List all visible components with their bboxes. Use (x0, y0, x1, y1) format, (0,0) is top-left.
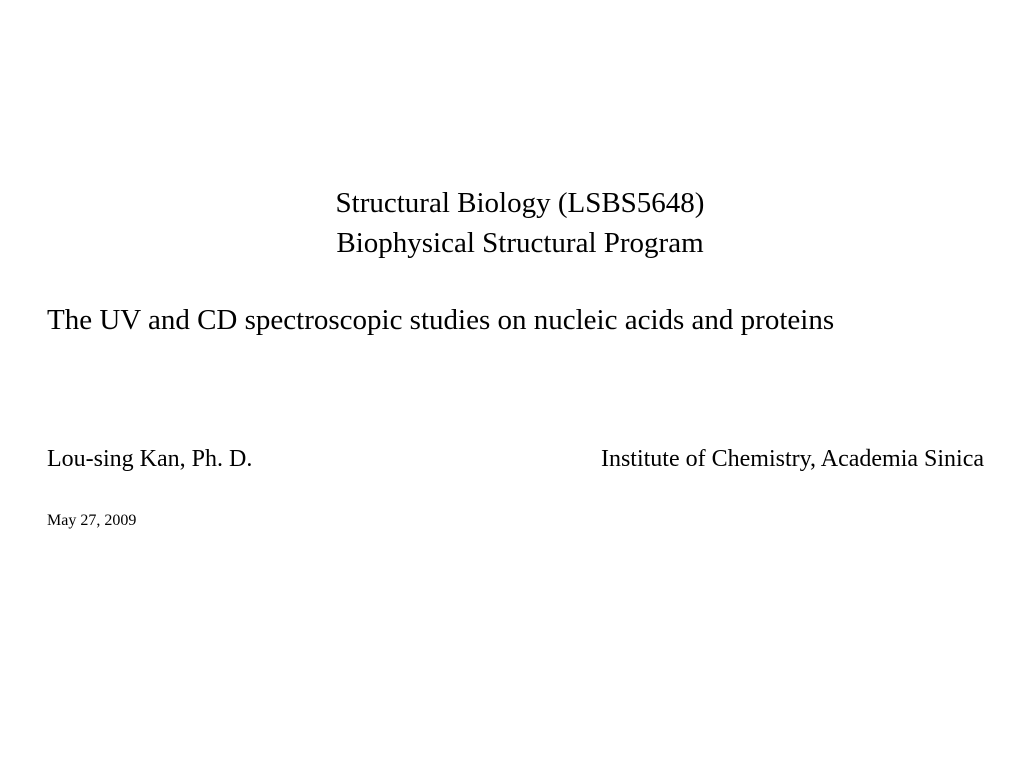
presentation-date: May 27, 2009 (47, 512, 137, 529)
institution-name: Institute of Chemistry, Academia Sinica (600, 446, 984, 472)
lecture-title: The UV and CD spectroscopic studies on nucleic acids and proteins (47, 304, 835, 336)
course-title: Structural Biology (LSBS5648) (335, 187, 705, 219)
author-name: Lou-sing Kan, Ph. D. (47, 446, 253, 472)
program-title: Biophysical Structural Program (336, 227, 704, 259)
